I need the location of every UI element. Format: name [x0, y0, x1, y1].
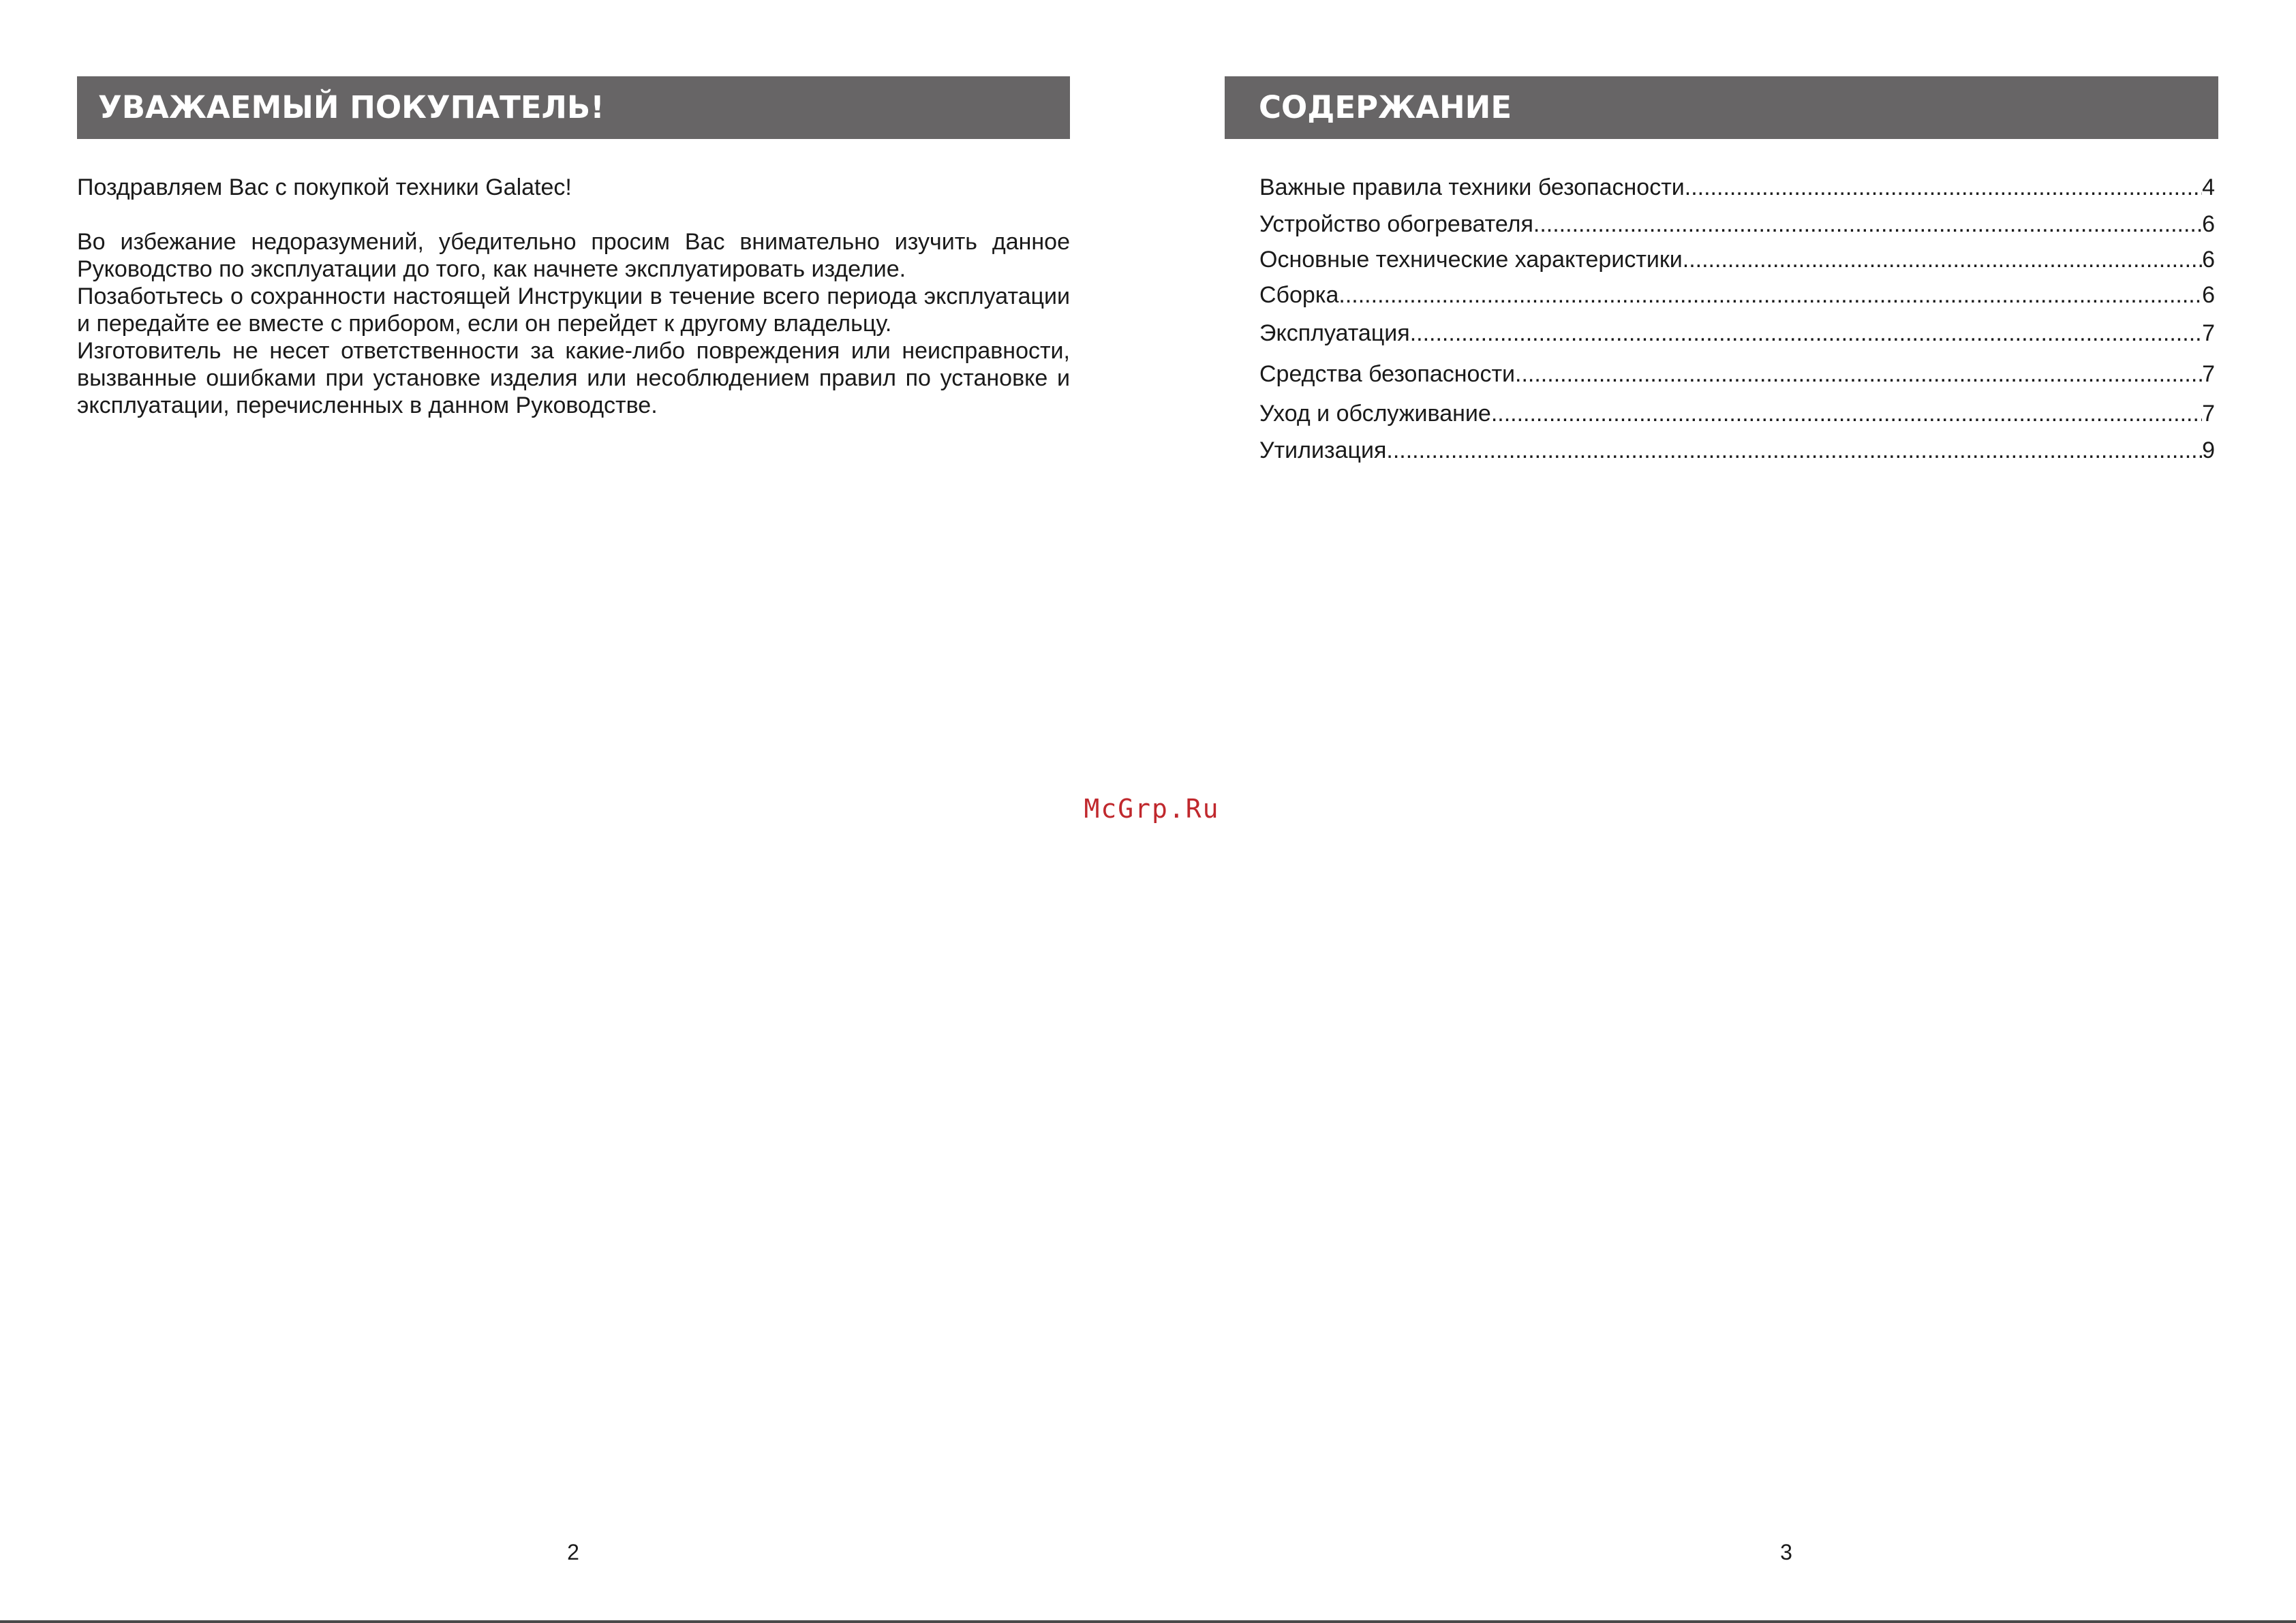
intro-line: Изготовитель не несет ответственности за какие-либо повреждения или неисправности, вызванные ошибками при установке изделия или несоблюдением правил по установке и эксплуатации, перечисленных в данном Руководстве.: [77, 338, 1070, 418]
toc-dot-leader: [1491, 400, 2202, 427]
toc-entry[interactable]: [1259, 320, 2215, 347]
toc-entry[interactable]: [1259, 360, 2215, 388]
intro-line: Позаботьтесь о сохранности настоящей Инструкции в течение всего периода эксплуатации и передайте ее вместе с прибором, если он перейдет к другому владельцу.: [77, 283, 1070, 337]
toc-entry-page: 6: [2202, 247, 2215, 273]
toc-entry[interactable]: [1259, 246, 2215, 273]
toc-entry-title: Утилизация: [1259, 437, 1387, 463]
greeting-line: Поздравляем Вас с покупкой техники Galatec!: [77, 174, 572, 200]
watermark-text: McGrp.Ru: [1084, 794, 1220, 824]
section-header-dear-customer: УВАЖАЕМЫЙ ПОКУПАТЕЛЬ!: [77, 76, 1070, 139]
toc-dot-leader: [1386, 437, 2202, 464]
intro-line: Во избежание недоразумений, убедительно просим Вас внимательно изучить данное Руководство по эксплуатации до того, как начнете эксплуатировать изделие.: [77, 229, 1070, 282]
toc-dot-leader: [1338, 281, 2202, 309]
toc-entry-title: Основные технические характеристики: [1259, 247, 1683, 273]
toc-dot-leader: [1683, 246, 2202, 273]
toc-entry[interactable]: [1259, 174, 2215, 201]
toc-entry-title: Устройство обогревателя: [1259, 211, 1533, 237]
page-number: 2: [567, 1540, 579, 1564]
toc-entry-title: Эксплуатация: [1259, 320, 1410, 346]
toc-entry-page: 7: [2202, 361, 2215, 387]
toc-entry-title: Средства безопасности: [1259, 361, 1516, 387]
toc-entry-page: 9: [2202, 437, 2215, 463]
intro-paragraph: [77, 228, 1070, 419]
toc-entry-page: 6: [2202, 282, 2215, 308]
toc-entry-page: 7: [2202, 320, 2215, 346]
toc-dot-leader: [1410, 320, 2202, 347]
toc-dot-leader: [1685, 174, 2202, 201]
toc-entry-page: 6: [2202, 211, 2215, 237]
page-number: 3: [1780, 1540, 1792, 1564]
toc-entry[interactable]: [1259, 281, 2215, 309]
toc-entry[interactable]: [1259, 400, 2215, 427]
toc-entry-title: Уход и обслуживание: [1259, 401, 1491, 427]
toc-entry-title: Важные правила техники безопасности: [1259, 174, 1685, 200]
greeting-text: [77, 174, 1070, 201]
toc-entry[interactable]: [1259, 437, 2215, 464]
toc-dot-leader: [1515, 360, 2202, 388]
section-header-contents: СОДЕРЖАНИЕ: [1225, 76, 2218, 139]
toc-entry-page: 4: [2202, 174, 2215, 200]
toc-dot-leader: [1533, 211, 2202, 238]
toc-entry[interactable]: [1259, 211, 2215, 238]
bottom-divider: [0, 1620, 2296, 1623]
toc-entry-page: 7: [2202, 401, 2215, 427]
toc-entry-title: Сборка: [1259, 282, 1339, 308]
